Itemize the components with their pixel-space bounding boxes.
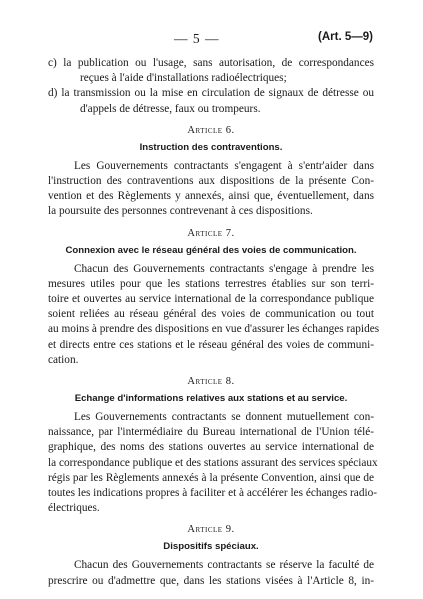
article-6-line: vention et des Règlements y annexés, ainsi que, éventuellement, dans: [48, 190, 374, 203]
article-8-line: naissance, par l'intermédiaire du Bureau international de l'Union télé-: [48, 426, 374, 439]
article-7-line: soient reliées au réseau général des voies de communication ou tout: [48, 308, 374, 321]
article-7-paragraph: [48, 262, 380, 368]
running-head: [0, 31, 423, 47]
article-7-line: toire et ouvertes au service international de la correspondance publique: [48, 293, 374, 306]
list-item-c-line-2: reçues à l'aide d'installations radioélectriques;: [80, 72, 287, 85]
article-reference: (Art. 5—9): [318, 31, 373, 43]
list-item-c: [48, 56, 374, 86]
article-6-line: l'instruction des contraventions aux dispositions de la présente Con-: [48, 175, 374, 188]
article-9-number: Article 9.: [187, 524, 235, 536]
article-6-line: Les Gouvernements contractants s'engagent à s'entr'aider dans: [74, 159, 374, 172]
article-6-number: Article 6.: [187, 124, 235, 136]
article-8-paragraph: [48, 410, 378, 516]
article-7-title: Connexion avec le réseau général des voies de communication.: [65, 244, 357, 256]
list-item-d-line-1: d) la transmission ou la mise en circulation de signaux de détresse ou: [48, 87, 374, 100]
article-6-paragraph: [48, 159, 374, 220]
article-8-line: régis par les Règlements annexés à la présente Convention, ainsi que de: [48, 471, 374, 484]
list-item-d-line-2: d'appels de détresse, faux ou trompeurs.: [80, 102, 261, 115]
article-8-line: électriques.: [48, 502, 100, 515]
article-8-number: Article 8.: [187, 376, 235, 388]
article-7-line: mesures utiles pour que les stations terrestres établies sur son terri-: [48, 277, 374, 290]
article-9-title: Dispositifs spéciaux.: [163, 541, 259, 553]
article-8-line: la correspondance publique et des stations assurant des services spéciaux: [48, 456, 378, 469]
body-text: [48, 56, 380, 589]
article-8-title: Echange d'informations relatives aux stations et au service.: [74, 393, 348, 405]
article-6-title: Instruction des contraventions.: [139, 141, 283, 153]
article-9-paragraph: [48, 558, 374, 588]
article-7-line: et directs entre ces stations et le réseau général des voies de communi-: [48, 338, 374, 351]
article-6-line: la poursuite des personnes contrevenant à ces dispositions.: [48, 205, 313, 218]
article-9-line: Chacun des Gouvernements contractants se réserve la faculté de: [74, 559, 374, 572]
article-7-line: au moins à prendre des dispositions en vue d'assurer les échanges rapides: [48, 323, 380, 336]
article-8-line: graphique, des noms des stations ouvertes au service international de: [48, 441, 374, 454]
article-8-line: Les Gouvernements contractants se donnent mutuellement con-: [74, 411, 374, 424]
article-9-line: prescrire ou d'admettre que, dans les stations visées à l'Article 8, in-: [48, 574, 374, 587]
article-7-line: Chacun des Gouvernements contractants s'engage à prendre les: [74, 262, 374, 275]
list-item-d: [48, 86, 374, 116]
list-item-c-line-1: c) la publication ou l'usage, sans autorisation, de correspondances: [48, 57, 374, 69]
article-7-number: Article 7.: [187, 227, 235, 239]
article-8-line: toutes les indications propres à faciliter et à accélérer les échanges radio-: [48, 487, 378, 500]
page-number: — 5 —: [174, 31, 220, 46]
article-7-line: cation.: [48, 353, 79, 366]
